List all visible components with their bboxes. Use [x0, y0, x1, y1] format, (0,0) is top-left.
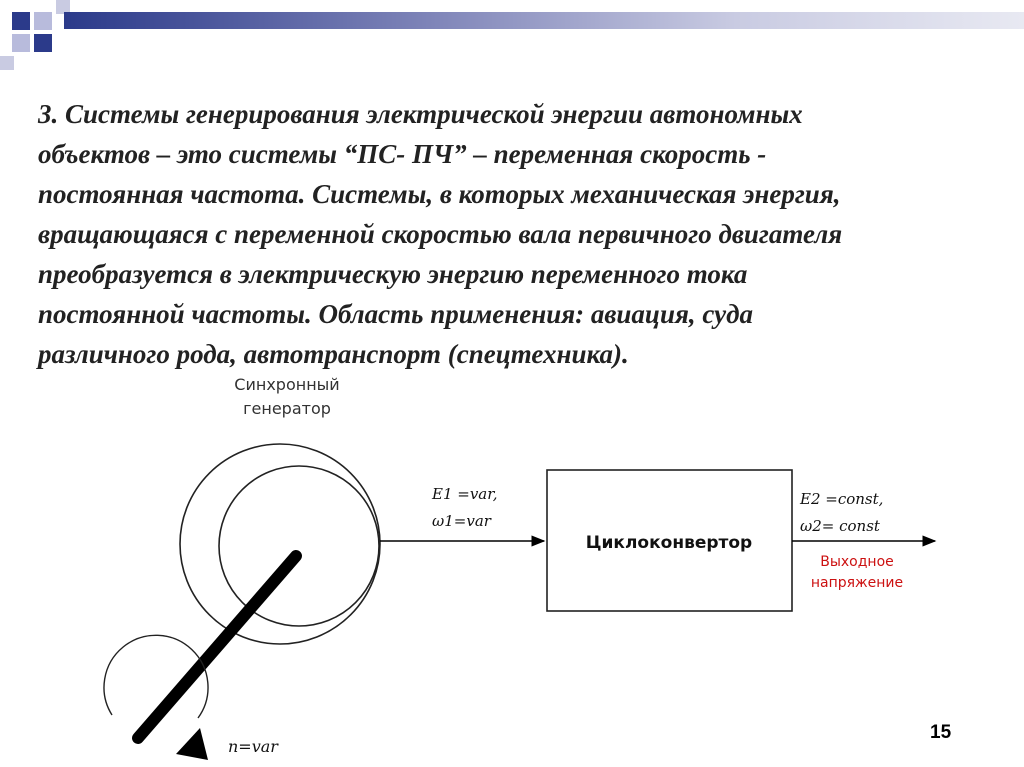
generator-label-line1: Синхронный: [234, 375, 340, 394]
input-frequency-label: ω1=var: [432, 512, 491, 530]
shaft-line: [138, 556, 296, 738]
paragraph-line: объектов – это системы “ПС- ПЧ” – переменная скорость -: [38, 139, 767, 169]
paragraph-line: постоянная частота. Системы, в которых механическая энергия,: [38, 179, 841, 209]
page-number: 15: [930, 722, 952, 743]
output-voltage-caption-line1: Выходное: [820, 554, 894, 570]
paragraph-line: 3. Системы генерирования электрической энергии автономных: [38, 99, 803, 129]
generator-inner-circle: [219, 466, 379, 626]
input-emf-label: E1 =var,: [432, 485, 498, 503]
generator-label-line2: генератор: [243, 399, 331, 418]
paragraph-line: преобразуется в электрическую энергию переменного тока: [38, 259, 748, 289]
paragraph-line: различного рода, автотранспорт (спецтехника).: [38, 339, 629, 369]
rotation-arrow-icon: [176, 728, 208, 760]
shaft-speed-label: n=var: [228, 737, 278, 756]
output-emf-label: E2 =const,: [800, 490, 884, 508]
generator-outer-circle: [180, 444, 380, 644]
output-voltage-caption-line2: напряжение: [810, 575, 904, 591]
paragraph-line: вращающаяся с переменной скоростью вала первичного двигателя: [38, 219, 843, 249]
output-frequency-label: ω2= const: [800, 517, 880, 535]
paragraph-line: постоянной частоты. Область применения: авиация, суда: [38, 299, 753, 329]
cycloconverter-label: Циклоконвертор: [585, 533, 753, 553]
